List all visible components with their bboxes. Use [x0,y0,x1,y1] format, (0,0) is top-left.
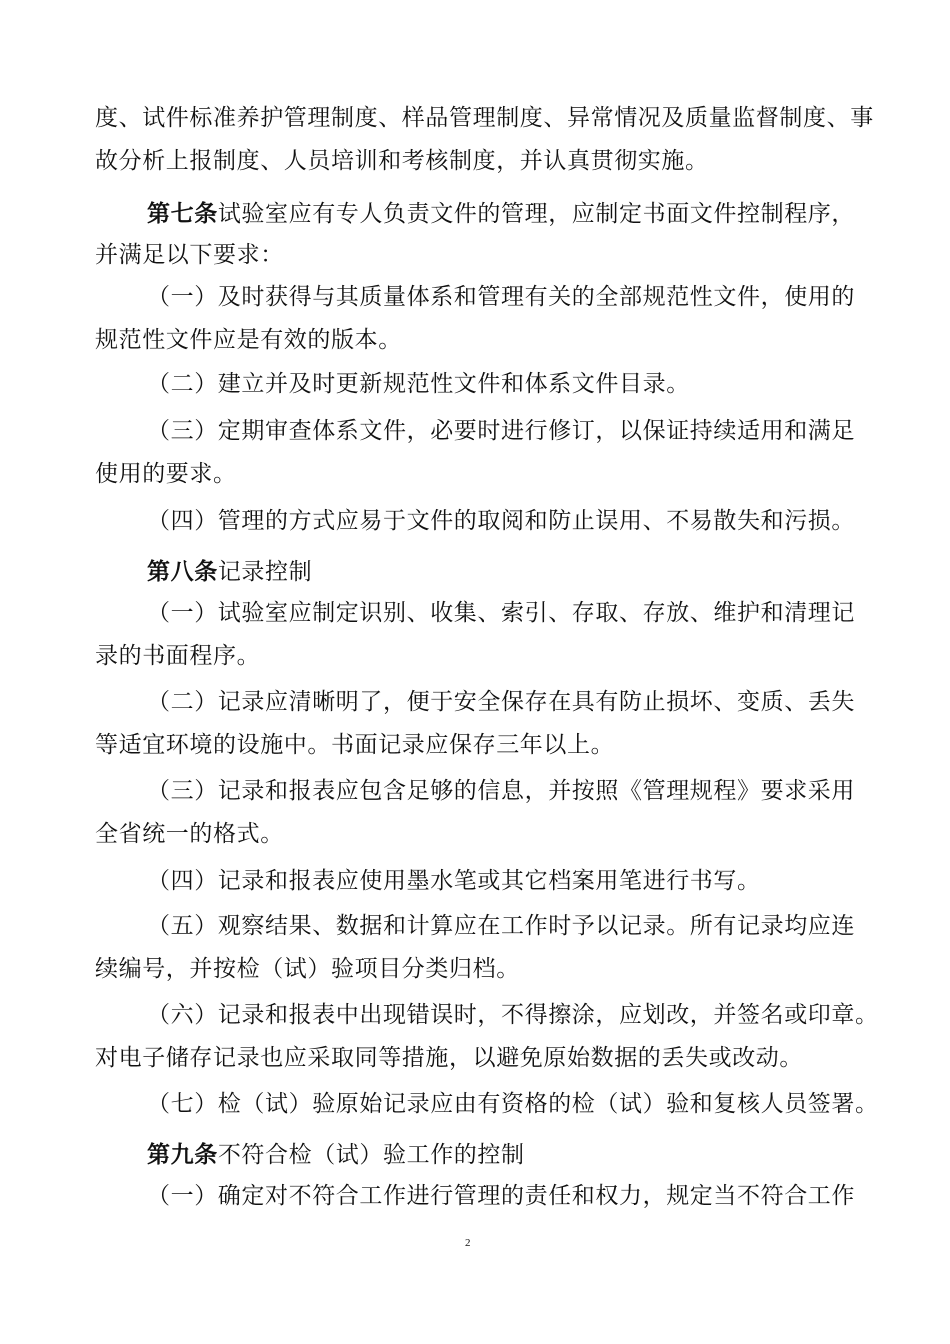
text-line: 度、试件标准养护管理制度、样品管理制度、异常情况及质量监督制度、事 [95,105,874,131]
text-line: 续编号，并按检（试）验项目分类归档。 [95,956,520,982]
text-line: （一）及时获得与其质量体系和管理有关的全部规范性文件，使用的 [147,284,855,310]
text-line: 对电子储存记录也应采取同等措施，以避免原始数据的丢失或改动。 [95,1045,803,1071]
text-line: 故分析上报制度、人员培训和考核制度，并认真贯彻实施。 [95,148,709,174]
article-9-heading [147,1140,525,1170]
text-line: （二）建立并及时更新规范性文件和体系文件目录。 [147,371,690,397]
text-line: （三）记录和报表应包含足够的信息，并按照《管理规程》要求采用 [147,778,855,804]
article-7-text: 试验室应有专人负责文件的管理，应制定书面文件控制程序， [217,201,856,227]
text-line: （六）记录和报表中出现错误时，不得擦涂，应划改，并签名或印章。 [147,1002,879,1028]
text-line: （三）定期审查体系文件，必要时进行修订，以保证持续适用和满足 [147,418,855,444]
text-line: （一）试验室应制定识别、收集、索引、存取、存放、维护和清理记 [147,600,855,626]
text-line: （五）观察结果、数据和计算应在工作时予以记录。所有记录均应连 [147,913,855,939]
article-8-text: 记录控制 [217,559,313,585]
article-8-heading [147,557,312,587]
text-line: 等适宜环境的设施中。书面记录应保存三年以上。 [95,732,615,758]
text-line: （七）检（试）验原始记录应由有资格的检（试）验和复核人员签署。 [147,1091,879,1117]
page-number: 2 [465,1237,471,1249]
text-line: 规范性文件应是有效的版本。 [95,327,402,353]
text-line: （二）记录应清晰明了，便于安全保存在具有防止损坏、变质、丢失 [147,689,855,715]
text-line: （四）记录和报表应使用墨水笔或其它档案用笔进行书写。 [147,868,761,894]
article-8-title: 第八条 [147,559,218,585]
text-line: （一）确定对不符合工作进行管理的责任和权力，规定当不符合工作 [147,1183,855,1209]
text-line: （四）管理的方式应易于文件的取阅和防止误用、不易散失和污损。 [147,508,855,534]
article-7-title: 第七条 [147,201,218,227]
text-line: 使用的要求。 [95,461,237,487]
article-9-text: 不符合检（试）验工作的控制 [217,1142,525,1168]
article-7-heading [147,199,855,229]
text-line: 全省统一的格式。 [95,821,284,847]
text-line: 录的书面程序。 [95,643,261,669]
article-9-title: 第九条 [147,1142,218,1168]
text-line: 并满足以下要求： [95,242,284,268]
